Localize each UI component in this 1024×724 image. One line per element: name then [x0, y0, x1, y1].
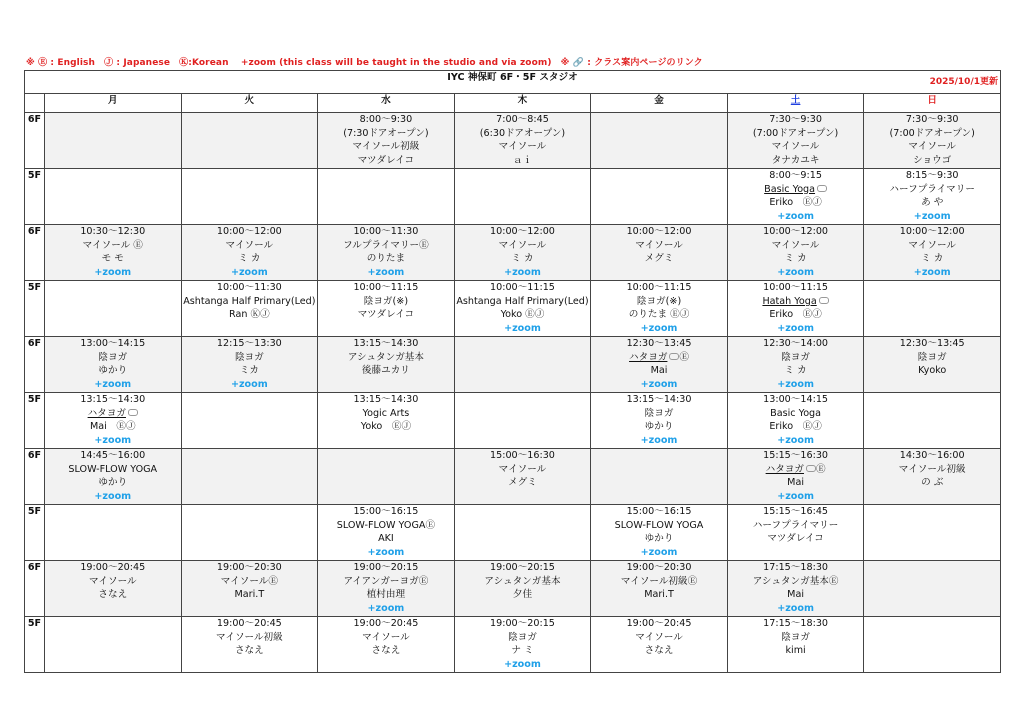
class-cell-wed[interactable]	[318, 561, 455, 617]
class-line[interactable]	[728, 463, 864, 477]
floor-label: 6F	[25, 225, 45, 281]
class-time: 12:15～13:30	[216, 338, 282, 349]
class-line: 後藤ユカリ	[361, 365, 410, 377]
class-line: 陰ヨガ(※)	[363, 295, 409, 307]
class-line: マイソール	[908, 141, 956, 153]
class-cell-sun[interactable]	[864, 169, 1001, 225]
class-time: 19:00～20:15	[490, 562, 555, 573]
class-line: 陰ヨガ(※)	[636, 295, 682, 307]
class-time: 8:00～9:15	[769, 170, 822, 181]
class-line: の ぶ	[921, 477, 944, 489]
link-icon[interactable]	[819, 297, 829, 304]
class-line: マイソール初級	[352, 141, 420, 153]
class-time: 7:00～8:45	[496, 114, 549, 125]
zoom-badge: +zoom	[777, 266, 814, 278]
schedule-row	[25, 169, 1001, 225]
class-line: (7:00ドアオープン)	[752, 127, 839, 139]
class-line: AKI	[378, 533, 394, 545]
class-time: 13:00～14:15	[80, 338, 146, 349]
class-time: 7:30～9:30	[769, 114, 822, 125]
class-cell-thu	[454, 505, 591, 561]
class-cell-wed[interactable]	[318, 505, 455, 561]
class-time: 12:30～13:45	[899, 338, 965, 349]
class-line: ハーフプライマリー	[752, 519, 839, 531]
class-line: マイソール	[498, 141, 547, 153]
zoom-badge: +zoom	[504, 658, 541, 670]
class-time: 10:00～12:00	[216, 226, 282, 237]
floor-label: 5F	[25, 169, 45, 225]
class-cell-sat[interactable]	[727, 169, 864, 225]
schedule-row	[25, 225, 1001, 281]
class-cell-fri[interactable]	[591, 393, 728, 449]
class-cell-tue	[181, 505, 318, 561]
class-line: kimi	[785, 645, 806, 657]
class-line: マイソール	[88, 575, 137, 587]
class-line: 陰ヨガ	[644, 407, 674, 419]
class-line: マイソール	[771, 239, 820, 251]
class-line: ミ カ	[921, 253, 944, 265]
zoom-badge: +zoom	[777, 490, 814, 502]
class-line: マイソール	[498, 463, 547, 475]
zoom-badge: +zoom	[504, 322, 541, 334]
class-cell-fri[interactable]	[591, 617, 728, 673]
day-header-sun: 日	[864, 94, 1001, 113]
class-line: ナ ミ	[511, 645, 534, 657]
class-time: 13:15～14:30	[80, 394, 146, 405]
day-header-wed: 水	[318, 94, 455, 113]
class-time: 10:00～12:00	[899, 226, 965, 237]
class-line: Mai ⒺⒿ	[89, 421, 136, 433]
class-line: ゆかり	[644, 533, 674, 545]
class-cell-tue	[181, 113, 318, 169]
class-cell-fri[interactable]	[591, 337, 728, 393]
class-line: ミ カ	[784, 365, 807, 377]
class-line: ゆかり	[98, 365, 128, 377]
class-line: アイアンガーヨガⒺ	[343, 575, 429, 587]
class-line: 陰ヨガ	[98, 351, 128, 363]
class-cell-mon[interactable]	[45, 449, 182, 505]
day-header-mon: 月	[45, 94, 182, 113]
class-cell-sun	[864, 281, 1001, 337]
class-line[interactable]	[591, 351, 727, 365]
class-line: ミ カ	[511, 253, 534, 265]
schedule-title-cell	[25, 71, 1001, 94]
zoom-badge: +zoom	[230, 378, 268, 390]
class-time: 8:15～9:30	[905, 170, 959, 181]
class-cell-mon[interactable]	[45, 337, 182, 393]
schedule-row	[25, 337, 1001, 393]
class-cell-sat[interactable]	[727, 561, 864, 617]
class-line: Yoko ⒺⒿ	[500, 309, 545, 321]
class-line: ゆかり	[98, 477, 128, 489]
class-time: 19:00～20:45	[626, 618, 692, 629]
class-cell-sat[interactable]	[727, 449, 864, 505]
schedule-row	[25, 617, 1001, 673]
class-line: のりたま ⒺⒿ	[628, 309, 690, 321]
class-line: (7:00ドアオープン)	[889, 127, 975, 139]
class-line: Yogic Arts	[362, 407, 410, 419]
class-time: 13:15～14:30	[626, 394, 692, 405]
class-line: 夕佳	[512, 589, 533, 601]
class-cell-fri[interactable]	[591, 281, 728, 337]
class-line: さなえ	[644, 645, 674, 657]
class-line: メグミ	[644, 253, 674, 265]
class-time: 19:00～20:15	[353, 562, 419, 573]
class-line: ゆかり	[644, 421, 674, 433]
class-line[interactable]	[728, 183, 864, 197]
schedule-row	[25, 393, 1001, 449]
class-line: 陰ヨガ	[781, 631, 810, 643]
zoom-badge: +zoom	[777, 322, 814, 334]
zoom-badge: +zoom	[94, 490, 132, 502]
class-cell-sat[interactable]	[727, 337, 864, 393]
class-time: 10:00～11:15	[626, 282, 692, 293]
class-cell-sat[interactable]	[727, 113, 864, 169]
day-header-sat: 土	[727, 94, 864, 113]
zoom-badge: +zoom	[367, 602, 405, 614]
class-cell-fri[interactable]	[591, 505, 728, 561]
class-line: あ や	[921, 197, 944, 209]
floor-label: 5F	[25, 505, 45, 561]
class-time: 13:15～14:30	[353, 338, 419, 349]
class-cell-tue[interactable]	[181, 617, 318, 673]
class-line: アシュタンガ基本	[484, 575, 561, 587]
class-cell-mon	[45, 113, 182, 169]
class-cell-thu	[454, 169, 591, 225]
class-line: Ashtanga Half Primary(Led)	[456, 295, 589, 307]
zoom-badge: +zoom	[913, 210, 951, 222]
class-line: Mai	[787, 589, 804, 601]
class-time: 7:30～9:30	[905, 114, 959, 125]
class-cell-thu[interactable]	[454, 225, 591, 281]
zoom-badge: +zoom	[913, 266, 951, 278]
class-cell-wed	[318, 449, 455, 505]
class-time: 15:15～16:45	[763, 506, 829, 517]
class-time: 13:15～14:30	[353, 394, 419, 405]
class-line: マイソール初級Ⓔ	[620, 575, 698, 587]
zoom-badge: +zoom	[640, 378, 678, 390]
floor-label: 6F	[25, 561, 45, 617]
class-cell-tue	[181, 449, 318, 505]
zoom-badge: +zoom	[640, 546, 678, 558]
class-time: 15:00～16:15	[626, 506, 692, 517]
class-time: 15:00～16:15	[353, 506, 419, 517]
class-time: 15:15～16:30	[763, 450, 829, 461]
class-time: 10:00～12:00	[626, 226, 692, 237]
class-line: Kyoko	[918, 365, 947, 377]
class-cell-sun[interactable]	[864, 113, 1001, 169]
class-line: Eriko ⒺⒿ	[769, 309, 822, 321]
class-time: 14:30～16:00	[899, 450, 965, 461]
class-line[interactable]	[728, 295, 864, 309]
class-cell-mon[interactable]	[45, 561, 182, 617]
class-cell-wed[interactable]	[318, 225, 455, 281]
class-time: 12:30～13:45	[626, 338, 692, 349]
class-cell-sat[interactable]	[727, 225, 864, 281]
class-cell-tue[interactable]	[181, 337, 318, 393]
zoom-badge: +zoom	[777, 434, 814, 446]
class-cell-fri[interactable]	[591, 225, 728, 281]
day-header-fri: 金	[591, 94, 728, 113]
class-line: ａｉ	[512, 154, 533, 166]
class-line: 陰ヨガ	[917, 351, 947, 363]
class-line: ミ カ	[784, 253, 807, 265]
class-cell-sat[interactable]	[727, 505, 864, 561]
class-line: マイソール	[908, 239, 956, 251]
class-time: 19:00～20:30	[216, 562, 282, 573]
schedule-row	[25, 281, 1001, 337]
class-cell-sun[interactable]	[864, 225, 1001, 281]
class-cell-wed[interactable]	[318, 113, 455, 169]
class-line: ハーフプライマリー	[889, 183, 975, 195]
class-line: マイソール	[771, 141, 820, 153]
class-line: さなえ	[371, 645, 401, 657]
class-line: さなえ	[98, 589, 128, 601]
zoom-badge: +zoom	[777, 602, 814, 614]
class-cell-sat[interactable]	[727, 393, 864, 449]
class-time: 19:00～20:45	[80, 562, 146, 573]
floor-header-corner	[25, 94, 45, 113]
class-cell-thu[interactable]	[454, 113, 591, 169]
class-cell-thu[interactable]	[454, 281, 591, 337]
class-line: さなえ	[234, 645, 264, 657]
class-line: マイソール	[635, 631, 683, 643]
class-cell-mon[interactable]	[45, 393, 182, 449]
class-line: (6:30ドアオープン)	[479, 127, 566, 139]
schedule-table	[24, 70, 1001, 673]
class-line: タナカユキ	[771, 154, 820, 166]
class-line: マイソール	[225, 239, 274, 251]
class-link[interactable]: Hatah Yoga	[762, 295, 817, 307]
page-title: IYC 神保町 6F・5F スタジオ	[447, 72, 578, 83]
class-line: ショウゴ	[913, 154, 952, 166]
class-cell-mon	[45, 169, 182, 225]
class-cell-sun[interactable]	[864, 449, 1001, 505]
class-line: Ashtanga Half Primary(Led)	[183, 295, 316, 307]
class-time: 19:00～20:45	[216, 618, 282, 629]
updated-date: 2025/10/1更新	[929, 77, 998, 87]
class-time: 10:00～11:15	[763, 282, 829, 293]
class-time: 17:15～18:30	[763, 618, 829, 629]
class-line: 陰ヨガ	[234, 351, 264, 363]
class-cell-fri	[591, 169, 728, 225]
class-line: マイソール	[362, 631, 410, 643]
class-time: 17:15～18:30	[763, 562, 829, 573]
class-link[interactable]: ハタヨガ	[629, 351, 668, 363]
class-link[interactable]: ハタヨガ	[87, 407, 126, 419]
schedule-row	[25, 113, 1001, 169]
class-cell-sat[interactable]	[727, 281, 864, 337]
class-time: 19:00～20:15	[490, 618, 555, 629]
class-cell-sun	[864, 617, 1001, 673]
class-line: マツダレイコ	[357, 154, 415, 166]
class-time: 10:30～12:30	[80, 226, 146, 237]
class-cell-thu[interactable]	[454, 561, 591, 617]
class-cell-wed[interactable]	[318, 617, 455, 673]
zoom-badge: +zoom	[640, 434, 678, 446]
class-line: SLOW-FLOW YOGA	[68, 463, 158, 475]
floor-label: 6F	[25, 337, 45, 393]
class-cell-wed[interactable]	[318, 337, 455, 393]
link-icon[interactable]	[806, 465, 816, 472]
zoom-badge: +zoom	[777, 210, 814, 222]
class-time: 19:00～20:30	[626, 562, 692, 573]
zoom-badge: +zoom	[777, 378, 814, 390]
class-cell-thu[interactable]	[454, 617, 591, 673]
legend-note: ※ Ⓔ : English Ⓙ : Japanese Ⓚ:Korean +zoom (this class will be taught in the studio and via zoom) ※ 🔗 : クラス案内ページのリンク	[26, 58, 703, 68]
zoom-badge: +zoom	[640, 322, 678, 334]
class-cell-tue[interactable]	[181, 225, 318, 281]
class-cell-fri	[591, 449, 728, 505]
class-line: マイソール初級	[215, 631, 283, 643]
class-cell-thu	[454, 337, 591, 393]
zoom-badge: +zoom	[94, 266, 132, 278]
class-line: マイソール	[635, 239, 683, 251]
class-time: 10:00～11:15	[353, 282, 419, 293]
class-cell-mon[interactable]	[45, 225, 182, 281]
schedule-row	[25, 449, 1001, 505]
class-time: 10:00～11:30	[353, 226, 419, 237]
class-line: マイソール初級	[898, 463, 966, 475]
class-cell-sun	[864, 561, 1001, 617]
class-line: マツダレイコ	[357, 309, 415, 321]
class-time: 8:00～9:30	[359, 114, 413, 125]
floor-label: 5F	[25, 281, 45, 337]
class-line: マイソール	[498, 239, 547, 251]
class-line: アシュタンガ基本Ⓔ	[752, 575, 839, 587]
zoom-badge: +zoom	[94, 434, 132, 446]
zoom-badge: +zoom	[94, 378, 132, 390]
day-header-thu: 木	[454, 94, 591, 113]
class-line[interactable]	[45, 407, 181, 421]
language-mark: Ⓔ	[679, 351, 690, 363]
floor-label: 5F	[25, 617, 45, 673]
class-time: 10:00～11:30	[216, 282, 282, 293]
class-line: Eriko ⒺⒿ	[769, 421, 822, 433]
floor-label: 6F	[25, 113, 45, 169]
class-line: Eriko ⒺⒿ	[769, 197, 822, 209]
floor-label: 6F	[25, 449, 45, 505]
class-line: Ran ⓀⒿ	[229, 309, 270, 321]
class-line: モ モ	[101, 253, 124, 265]
class-time: 15:00～16:30	[490, 450, 555, 461]
class-line: Yoko ⒺⒿ	[360, 421, 412, 433]
class-line: 陰ヨガ	[508, 631, 537, 643]
class-line: マイソール Ⓔ	[82, 239, 143, 251]
class-time: 10:00～11:15	[490, 282, 555, 293]
class-cell-wed[interactable]	[318, 281, 455, 337]
class-line: メグミ	[508, 477, 537, 489]
class-cell-tue[interactable]	[181, 281, 318, 337]
class-cell-tue	[181, 393, 318, 449]
class-cell-mon	[45, 505, 182, 561]
class-line: (7:30ドアオープン)	[343, 127, 429, 139]
class-line: Mari.T	[234, 589, 265, 601]
class-line: マツダレイコ	[767, 533, 824, 545]
link-icon[interactable]	[817, 185, 827, 192]
day-header-tue: 火	[181, 94, 318, 113]
class-cell-sun	[864, 393, 1001, 449]
class-time: 19:00～20:45	[353, 618, 419, 629]
class-cell-sun[interactable]	[864, 337, 1001, 393]
class-line: のりたま	[366, 253, 406, 265]
class-link[interactable]: ハタヨガ	[765, 463, 804, 475]
zoom-badge: +zoom	[504, 266, 541, 278]
zoom-badge: +zoom	[230, 266, 268, 278]
class-time: 14:45～16:00	[80, 450, 146, 461]
class-cell-wed[interactable]	[318, 393, 455, 449]
floor-label: 5F	[25, 393, 45, 449]
class-time: 10:00～12:00	[490, 226, 555, 237]
zoom-badge: +zoom	[367, 266, 405, 278]
class-line: マイソールⒺ	[220, 575, 278, 587]
class-line: 陰ヨガ	[781, 351, 810, 363]
class-cell-tue[interactable]	[181, 561, 318, 617]
class-line: Mari.T	[644, 589, 674, 601]
class-cell-mon	[45, 617, 182, 673]
class-line: フルプライマリーⒺ	[343, 239, 429, 251]
class-line: ミ カ	[238, 253, 261, 265]
link-icon[interactable]	[669, 353, 679, 360]
language-mark: Ⓔ	[815, 463, 826, 475]
class-line: SLOW-FLOW YOGAⒺ	[336, 519, 436, 531]
zoom-badge: +zoom	[367, 546, 405, 558]
class-cell-sat[interactable]	[727, 617, 864, 673]
schedule-row	[25, 505, 1001, 561]
class-line: ミカ	[239, 365, 259, 377]
class-time: 12:30～14:00	[763, 338, 829, 349]
class-link[interactable]: Basic Yoga	[764, 183, 816, 195]
class-cell-sun	[864, 505, 1001, 561]
class-line: Mai	[787, 477, 804, 489]
class-cell-tue	[181, 169, 318, 225]
class-line: SLOW-FLOW YOGA	[614, 519, 704, 531]
class-line: Basic Yoga	[770, 407, 822, 419]
class-line: アシュタンガ基本	[347, 351, 424, 363]
class-cell-wed	[318, 169, 455, 225]
link-icon[interactable]	[128, 409, 138, 416]
class-cell-mon	[45, 281, 182, 337]
class-cell-thu[interactable]	[454, 449, 591, 505]
class-cell-thu	[454, 393, 591, 449]
class-time: 10:00～12:00	[763, 226, 829, 237]
class-time: 13:00～14:15	[763, 394, 829, 405]
class-cell-fri	[591, 113, 728, 169]
class-cell-fri[interactable]	[591, 561, 728, 617]
class-line: 植村由理	[366, 589, 406, 601]
class-line: Mai	[650, 365, 668, 377]
schedule-row	[25, 561, 1001, 617]
